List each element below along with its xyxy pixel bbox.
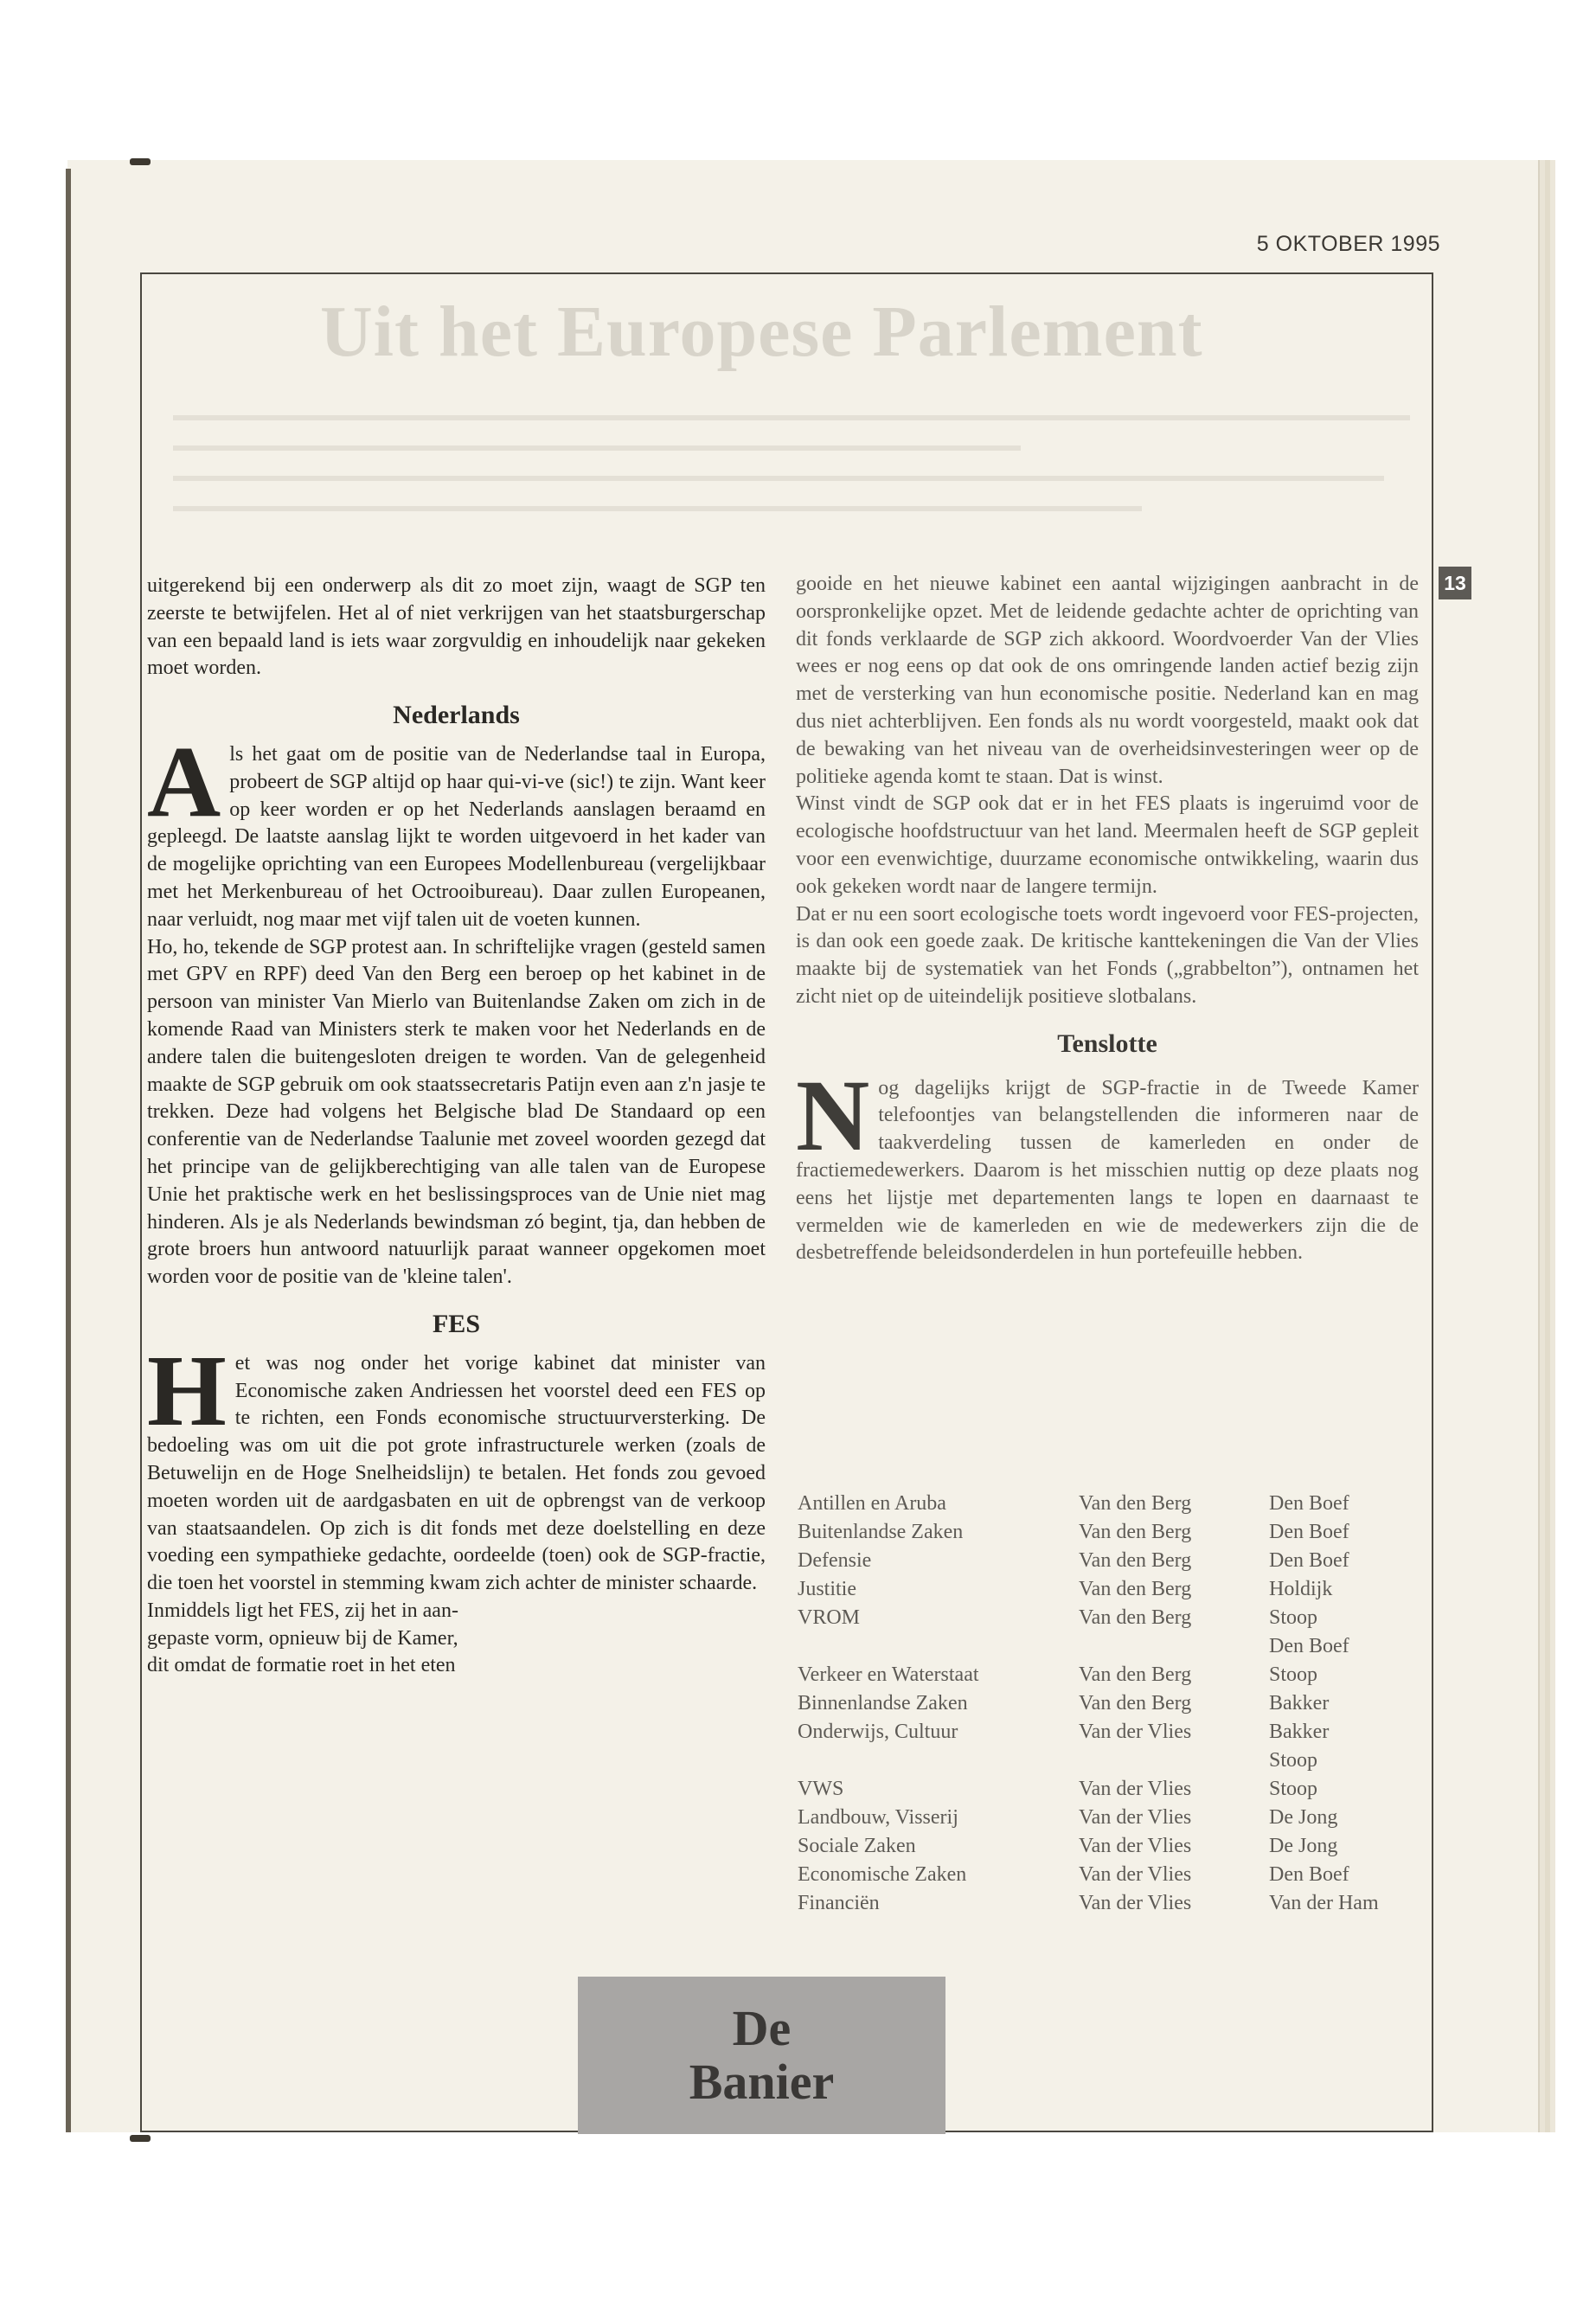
department-cell <box>798 1747 1079 1775</box>
dropcap-n: N <box>796 1058 870 1172</box>
member-cell: Van der Vlies <box>1079 1778 1192 1800</box>
portfolio-table <box>798 1490 1420 1918</box>
table-row <box>798 1547 1420 1575</box>
member-cell: Van den Berg <box>1079 1578 1192 1600</box>
table-row <box>798 1661 1420 1689</box>
nederlands-paragraph-1: Als het gaat om de positie van de Nederlandse taal in Europa, probeert de SGP altijd op haar qui-vi-ve (sic!) te zijn. Want keer op keer worden er op het Nederlands aanslagen beraamd en gepleegd. De laatste aanslag lijkt te worden uitgevoerd in het kader van de mogelijke oprichting van een Europees Modellenbureau (vergelijkbaar met het Merkenbureau of het Octrooibureau). Daar zullen Europeanen, naar verluidt, nog maar met vijf talen uit de voeten kunnen. <box>147 724 766 931</box>
table-row <box>798 1718 1420 1747</box>
staff-cell: Holdijk <box>1269 1578 1333 1600</box>
member-cell: Van der Vlies <box>1079 1835 1192 1857</box>
staff-cell: Bakker <box>1269 1721 1330 1743</box>
fes-paragraph-1: Het was nog onder het vorige kabinet dat minister van Economische zaken Andriessen het voorstel deed een FES op te richten, een Fonds economische structuurversterking. De bedoeling was om uit die pot grote infrastructurele werken (zoals de Betuwelijn en de Hoge Snelheidslijn) te betalen. Het fonds zou gevoed moeten worden uit de aardgasbaten en uit de opbrengst van de verkoop van staatsaandelen. Op zich is dit fonds met deze doelstelling en deze voeding een sympathieke gedachte, oordeelde (toen) ook de SGP-fractie, die toen het voorstel in stemming kwam zich achter de minister schaarde. <box>147 1333 766 1595</box>
member-cell: Van der Vlies <box>1079 1892 1192 1914</box>
department-cell: VROM <box>798 1606 861 1629</box>
department-cell: Landbouw, Visserij <box>798 1806 958 1829</box>
department-cell: VWS <box>798 1778 844 1800</box>
member-cell: Van der Vlies <box>1079 1721 1192 1743</box>
table-row <box>798 1518 1420 1547</box>
heading-tenslotte: Tenslotte <box>1057 1029 1157 1058</box>
show-through-line <box>173 415 1410 420</box>
intro-paragraph: uitgerekend bij een onderwerp als dit zo moet zijn, waagt de SGP ten zeerste te betwijfelen. Het al of niet verkrijgen van het staatsburgerschap van een bepaald land is iets waar zorgvuldig en inhoudelijk naar gekeken moet worden. <box>147 574 766 680</box>
table-row <box>798 1832 1420 1861</box>
staff-cell: De Jong <box>1269 1806 1338 1829</box>
tenslotte-paragraph: Nog dagelijks krijgt de SGP-fractie in de Tweede Kamer telefoontjes van belangstellenden die informeren naar de taakverdeling tussen de kamerleden en onder de fractiemedewerkers. Daarom is het misschien nuttig op deze plaats nog eens het lijstje met departementen langs te lopen en daarnaast te vermelden wie de kamerleden en wie de medewerkers zijn die de desbetreffende beleidsonderdelen in hun portefeuille hebben. <box>796 1058 1419 1265</box>
department-cell: Sociale Zaken <box>798 1835 916 1857</box>
member-cell: Van der Vlies <box>1079 1863 1192 1886</box>
show-through-line <box>173 476 1384 481</box>
staff-cell: Den Boef <box>1269 1549 1349 1572</box>
staff-cell: Van der Ham <box>1269 1892 1379 1914</box>
show-through-line <box>173 445 1021 451</box>
department-cell: Buitenlandse Zaken <box>798 1521 964 1543</box>
nederlands-paragraph-2: Ho, ho, tekende de SGP protest aan. In schriftelijke vragen (gesteld samen met GPV en RPF) deed Van den Berg een beroep op het kabinet in de persoon van minister Van Mierlo van Buitenlandse Zaken om zich in de komende Raad van Ministers sterk te maken voor het Nederlands en de andere talen die buitengesloten dreigen te worden. Van de gelegenheid maakte de SGP gebruik om ook staatssecretaris Patijn even aan z'n jasje te trekken. Deze had volgens het Belgische blad De Standaard op een conferentie van de Nederlandse Taalunie met zoveel woorden gezegd dat het principe van de gelijkberechtiging van alle talen van de Europese Unie het praktische werk en het beslissingsproces van de Unie niet mag hinderen. Als je als Nederlands bewindsman zó begint, tja, dan hebben de grote broers hun antwoord natuurlijk paraat wanneer opgekomen moet worden voor de positie van de 'kleine talen'. <box>147 935 766 1289</box>
table-row <box>798 1490 1420 1518</box>
table-row <box>798 1861 1420 1889</box>
member-cell <box>1079 1747 1269 1775</box>
binding-mark-bottom <box>130 2135 151 2142</box>
staff-cell: Stoop <box>1269 1778 1318 1800</box>
binding-mark-top <box>130 158 151 165</box>
department-cell <box>798 1632 1079 1661</box>
staff-cell: De Jong <box>1269 1835 1338 1857</box>
right-paragraph-1: gooide en het nieuwe kabinet een aantal wijzigingen aanbracht in de oorspronkelijke opzet. Met de leidende gedachte achter de oprichting van dit fonds verklaarde de SGP zich akkoord. Woordvoerder Van der Vlies wees er nog eens op dat ook de ons omringende landen actief bezig zijn met de versterking van hun economische positie. Nederland kan en mag dus niet achterblijven. Een fonds als nu wordt voorgesteld, maakt ook dat de bewaking van het niveau van de overheidsinvesteringen weer op de politieke agenda komt te staan. Dat is winst. <box>796 573 1419 788</box>
table-row <box>798 1632 1420 1661</box>
dropcap-h: H <box>147 1333 227 1447</box>
table-row <box>798 1775 1420 1804</box>
table-row <box>798 1604 1420 1632</box>
right-paragraph-3: Dat er nu een soort ecologische toets wordt ingevoerd voor FES-projecten, is dan ook een goede zaak. De kritische kanttekeningen die Van der Vlies maakte bij de systematiek van het Fonds („grabbelton”), ontnamen het zicht niet op de uiteindelijk positieve slotbalans. <box>796 902 1419 1008</box>
dropcap-a: A <box>147 724 221 838</box>
logo-line-banier: Banier <box>689 2054 835 2110</box>
table-row <box>798 1889 1420 1918</box>
staff-cell: Stoop <box>1269 1663 1318 1686</box>
member-cell: Van der Vlies <box>1079 1806 1192 1829</box>
department-cell: Economische Zaken <box>798 1863 967 1886</box>
department-cell: Justitie <box>798 1578 857 1600</box>
staff-cell: Stoop <box>1269 1749 1318 1772</box>
member-cell: Van den Berg <box>1079 1549 1192 1572</box>
logo-line-de: De <box>732 2000 792 2056</box>
department-cell: Binnenlandse Zaken <box>798 1692 968 1715</box>
right-column <box>796 571 1419 1267</box>
page-number-badge: 13 <box>1439 567 1471 599</box>
show-through-title: Uit het Europese Parlement <box>320 292 1203 372</box>
member-cell: Van den Berg <box>1079 1492 1192 1515</box>
member-cell: Van den Berg <box>1079 1663 1192 1686</box>
department-cell: Verkeer en Waterstaat <box>798 1663 979 1686</box>
table-row <box>798 1804 1420 1832</box>
fes-paragraph-2: Inmiddels ligt het FES, zij het in aan- gepaste vorm, opnieuw bij de Kamer, dit omdat de formatie roet in het eten <box>147 1599 458 1677</box>
member-cell <box>1079 1632 1269 1661</box>
show-through-line <box>173 506 1142 511</box>
staff-cell: Den Boef <box>1269 1521 1349 1543</box>
department-cell: Defensie <box>798 1549 872 1572</box>
left-column <box>147 573 766 1680</box>
heading-fes: FES <box>432 1309 481 1338</box>
heading-nederlands: Nederlands <box>393 701 520 730</box>
staff-cell: Den Boef <box>1269 1492 1349 1515</box>
department-cell: Financiën <box>798 1892 880 1914</box>
department-cell: Antillen en Aruba <box>798 1492 946 1515</box>
issue-date: 5 OKTOBER 1995 <box>1256 232 1440 256</box>
staff-cell: Bakker <box>1269 1692 1330 1715</box>
staff-cell: Den Boef <box>1269 1635 1349 1657</box>
binding-spine <box>66 169 71 2132</box>
staff-cell: Den Boef <box>1269 1863 1349 1886</box>
staff-cell: Stoop <box>1269 1606 1318 1629</box>
de-banier-logo <box>578 1977 945 2134</box>
member-cell: Van den Berg <box>1079 1521 1192 1543</box>
table-row <box>798 1575 1420 1604</box>
table-row <box>798 1689 1420 1718</box>
member-cell: Van den Berg <box>1079 1692 1192 1715</box>
right-paragraph-2: Winst vindt de SGP ook dat er in het FES plaats is ingeruimd voor de ecologische hoofdstructuur van het land. Meermalen heeft de SGP gepleit voor een evenwichtige, duurzame economische ontwikkeling, waarin dus ook gekeken wordt naar de langere termijn. <box>796 792 1419 898</box>
table-row <box>798 1747 1420 1775</box>
member-cell: Van den Berg <box>1079 1606 1192 1629</box>
department-cell: Onderwijs, Cultuur <box>798 1721 958 1743</box>
